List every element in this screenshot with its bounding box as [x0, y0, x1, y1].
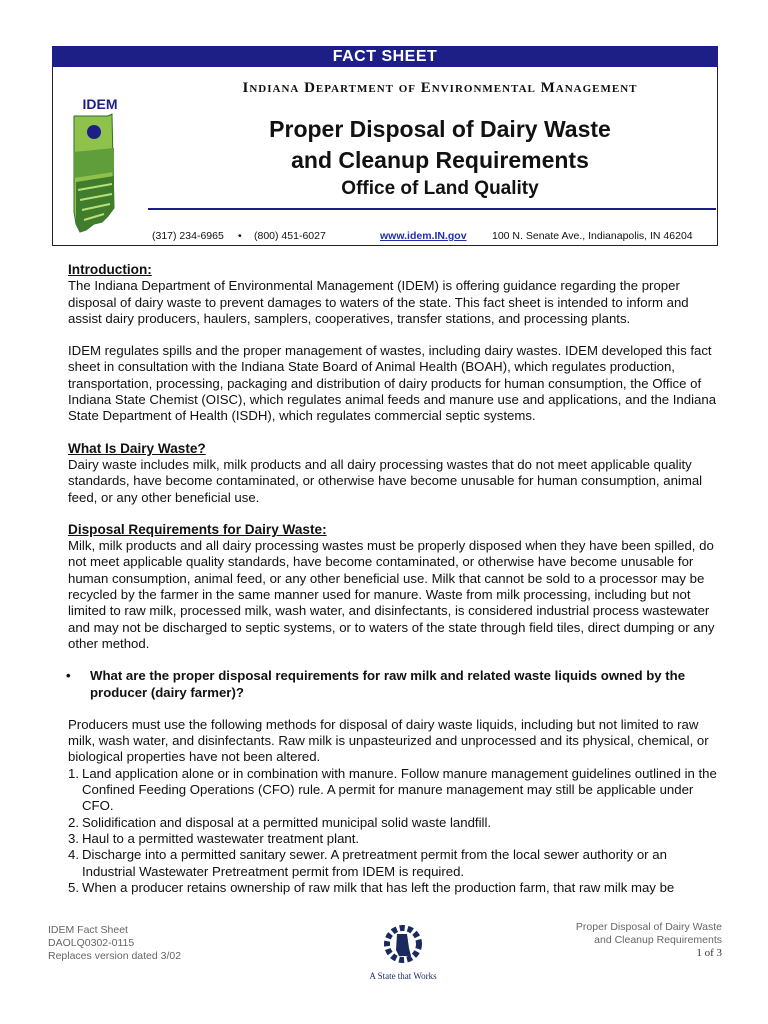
office-subtitle: Office of Land Quality [341, 178, 539, 199]
footer-title-2: and Cleanup Requirements [594, 934, 722, 946]
bullet-mark: • [66, 668, 71, 684]
list-text: When a producer retains ownership of raw milk that has left the production farm, that raw milk may be [82, 879, 675, 895]
disposal-paragraph: Milk, milk products and all dairy processing wastes must be properly disposed when they have been spilled, do not meet applicable quality standards, have become contaminated, or otherwise have become unusable for human consumption, animal feed, or any other beneficial use. Milk that cannot be sold to a processor may be recycled by the farmer in the same manner used for manure. Waste from milk processing, including but not limited to raw milk, processed milk, wash water, and disinfectants, is considered industrial process wastewater and may not be discharged to septic systems, or to waters of the state through field tiles, direct dumping or any other method. [68, 538, 715, 651]
page-number: 1 of 3 [696, 947, 722, 959]
list-number: 2. [68, 814, 79, 830]
list-text: Solidification and disposal at a permitted municipal solid waste landfill. [82, 814, 492, 830]
what-paragraph: Dairy waste includes milk, milk products and all dairy processing wastes that do not meet applicable quality standards, have become contaminated, or otherwise have become unusable for human consumption, animal feed, or any other beneficial use. [68, 456, 703, 505]
list-text: Haul to a permitted wastewater treatment plant. [82, 830, 360, 846]
disposal-heading: Disposal Requirements for Dairy Waste: [68, 521, 327, 537]
question-text: What are the proper disposal requirements for raw milk and related waste liquids owned by the producer (dairy farmer)? [90, 668, 686, 700]
footer-left [48, 924, 181, 963]
phone-local: (317) 234-6965 [152, 230, 224, 242]
intro-paragraph-1: The Indiana Department of Environmental Management (IDEM) is offering guidance regarding the proper disposal of dairy waste to prevent damages to waters of the state. This fact sheet is intended to inform and assist dairy producers, haulers, samplers, cooperatives, transfer stations, and processing plants. [68, 278, 689, 326]
state-tagline: A State that Works [369, 971, 437, 981]
question-bullet [68, 668, 718, 701]
list-number: 3. [68, 830, 79, 846]
list-item [68, 815, 718, 831]
address: 100 N. Senate Ave., Indianapolis, IN 46204 [492, 230, 693, 242]
website-link[interactable]: www.idem.IN.gov [380, 230, 467, 242]
footer-replaces: Replaces version dated 3/02 [48, 950, 182, 962]
header-rule [148, 208, 716, 210]
document-body [68, 262, 718, 896]
producer-paragraph: Producers must use the following methods for disposal of dairy waste liquids, including but not limited to raw milk, wash water, and disinfectants. Raw milk is unpasteurized and unprocessed and its physical, chemical, or biological properties have not been altered. [68, 716, 709, 765]
footer-title-1: Proper Disposal of Dairy Waste [575, 921, 722, 933]
indiana-state-icon [68, 112, 132, 238]
footer-doc-id: DAOLQ0302-0115 [48, 937, 135, 949]
fact-sheet-banner: FACT SHEET [52, 46, 718, 67]
intro-paragraph-2: IDEM regulates spills and the proper management of wastes, including dairy wastes. IDEM developed this fact sheet in consultation with the Indiana State Board of Animal Health (BOAH), which regulates production, transportation, processing, packaging and distribution of dairy products for human consumption, the Office of Indiana State Chemist (OISC), which regulates animal feeds and manure use and applications, and the Indiana State Department of Health (ISDH), which regulates commercial septic systems. [68, 343, 717, 424]
title-line-2: and Cleanup Requirements [291, 147, 589, 173]
idem-logo [68, 96, 132, 240]
list-number: 5. [68, 879, 79, 895]
intro-heading: Introduction: [68, 262, 152, 277]
title-line-1: Proper Disposal of Dairy Waste [269, 116, 611, 142]
gear-state-icon [383, 922, 423, 966]
contact-separator: • [238, 230, 242, 242]
list-item [68, 766, 718, 815]
logo-text: IDEM [82, 96, 118, 112]
list-item [68, 847, 718, 880]
list-number: 1. [68, 765, 79, 781]
page-title [145, 114, 735, 176]
phone-tollfree: (800) 451-6027 [254, 230, 326, 242]
what-heading: What Is Dairy Waste? [68, 440, 206, 456]
disposal-methods-list [68, 766, 718, 896]
list-number: 4. [68, 847, 79, 863]
list-item [68, 880, 718, 896]
state-seal [368, 922, 438, 988]
list-text: Discharge into a permitted sanitary sewer. A pretreatment permit from the local sewer authority or an Industrial Wastewater Pretreatment permit from IDEM is required. [82, 847, 667, 879]
footer-doc-type: IDEM Fact Sheet [48, 924, 128, 936]
agency-name: Indiana Department of Environmental Management [242, 80, 638, 96]
list-item [68, 831, 718, 847]
list-text: Land application alone or in combination with manure. Follow manure management guidelines outlined in the Confined Feeding Operations (CFO) rule. A permit for manure management may still be applicable under CFO. [82, 765, 717, 814]
footer-right [576, 921, 722, 960]
